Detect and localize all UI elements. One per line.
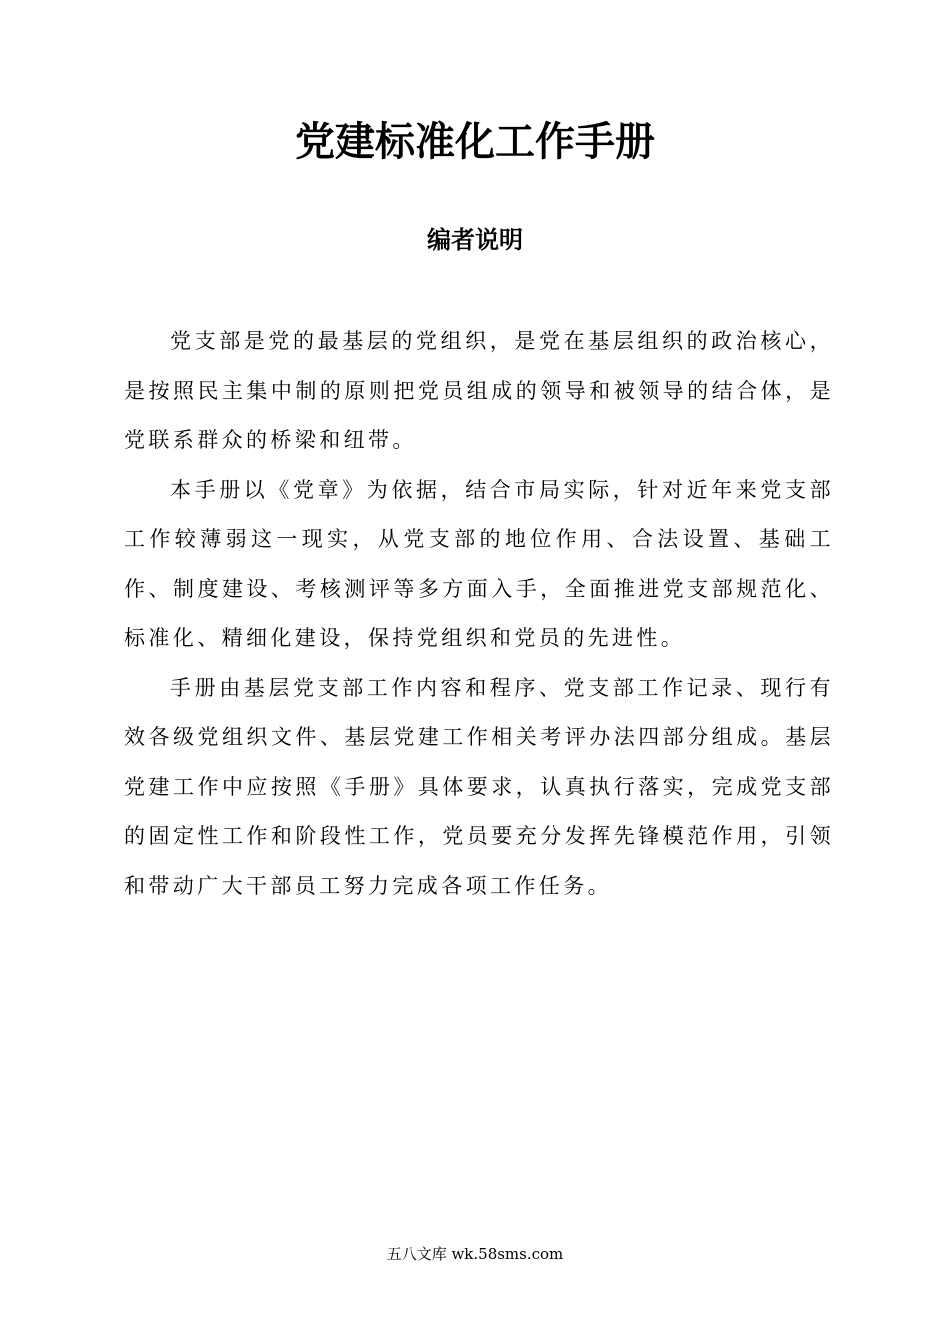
page-title: 党建标准化工作手册: [295, 119, 655, 165]
paragraph: 手册由基层党支部工作内容和程序、党支部工作记录、现行有效各级党组织文件、基层党建工作相关考评办法四部分组成。基层党建工作中应按照《手册》具体要求，认真执行落实，完成党支部的固定性工作和阶段性工作，党员要充分发挥先锋模范作用，引领和带动广大干部员工努力完成各项工作任务。: [124, 675, 834, 898]
paragraph: 党支部是党的最基层的党组织，是党在基层组织的政治核心，是按照民主集中制的原则把党员组成的领导和被领导的结合体，是党联系群众的桥梁和纽带。: [124, 329, 834, 452]
section-title: 编者说明: [427, 226, 523, 254]
document-body: [124, 317, 834, 911]
footer-watermark: 五八文库 wk.58sms.com: [386, 1245, 564, 1263]
paragraph: 本手册以《党章》为依据，结合市局实际，针对近年来党支部工作较薄弱这一现实，从党支部的地位作用、合法设置、基础工作、制度建设、考核测评等多方面入手，全面推进党支部规范化、标准化、精细化建设，保持党组织和党员的先进性。: [124, 477, 834, 650]
